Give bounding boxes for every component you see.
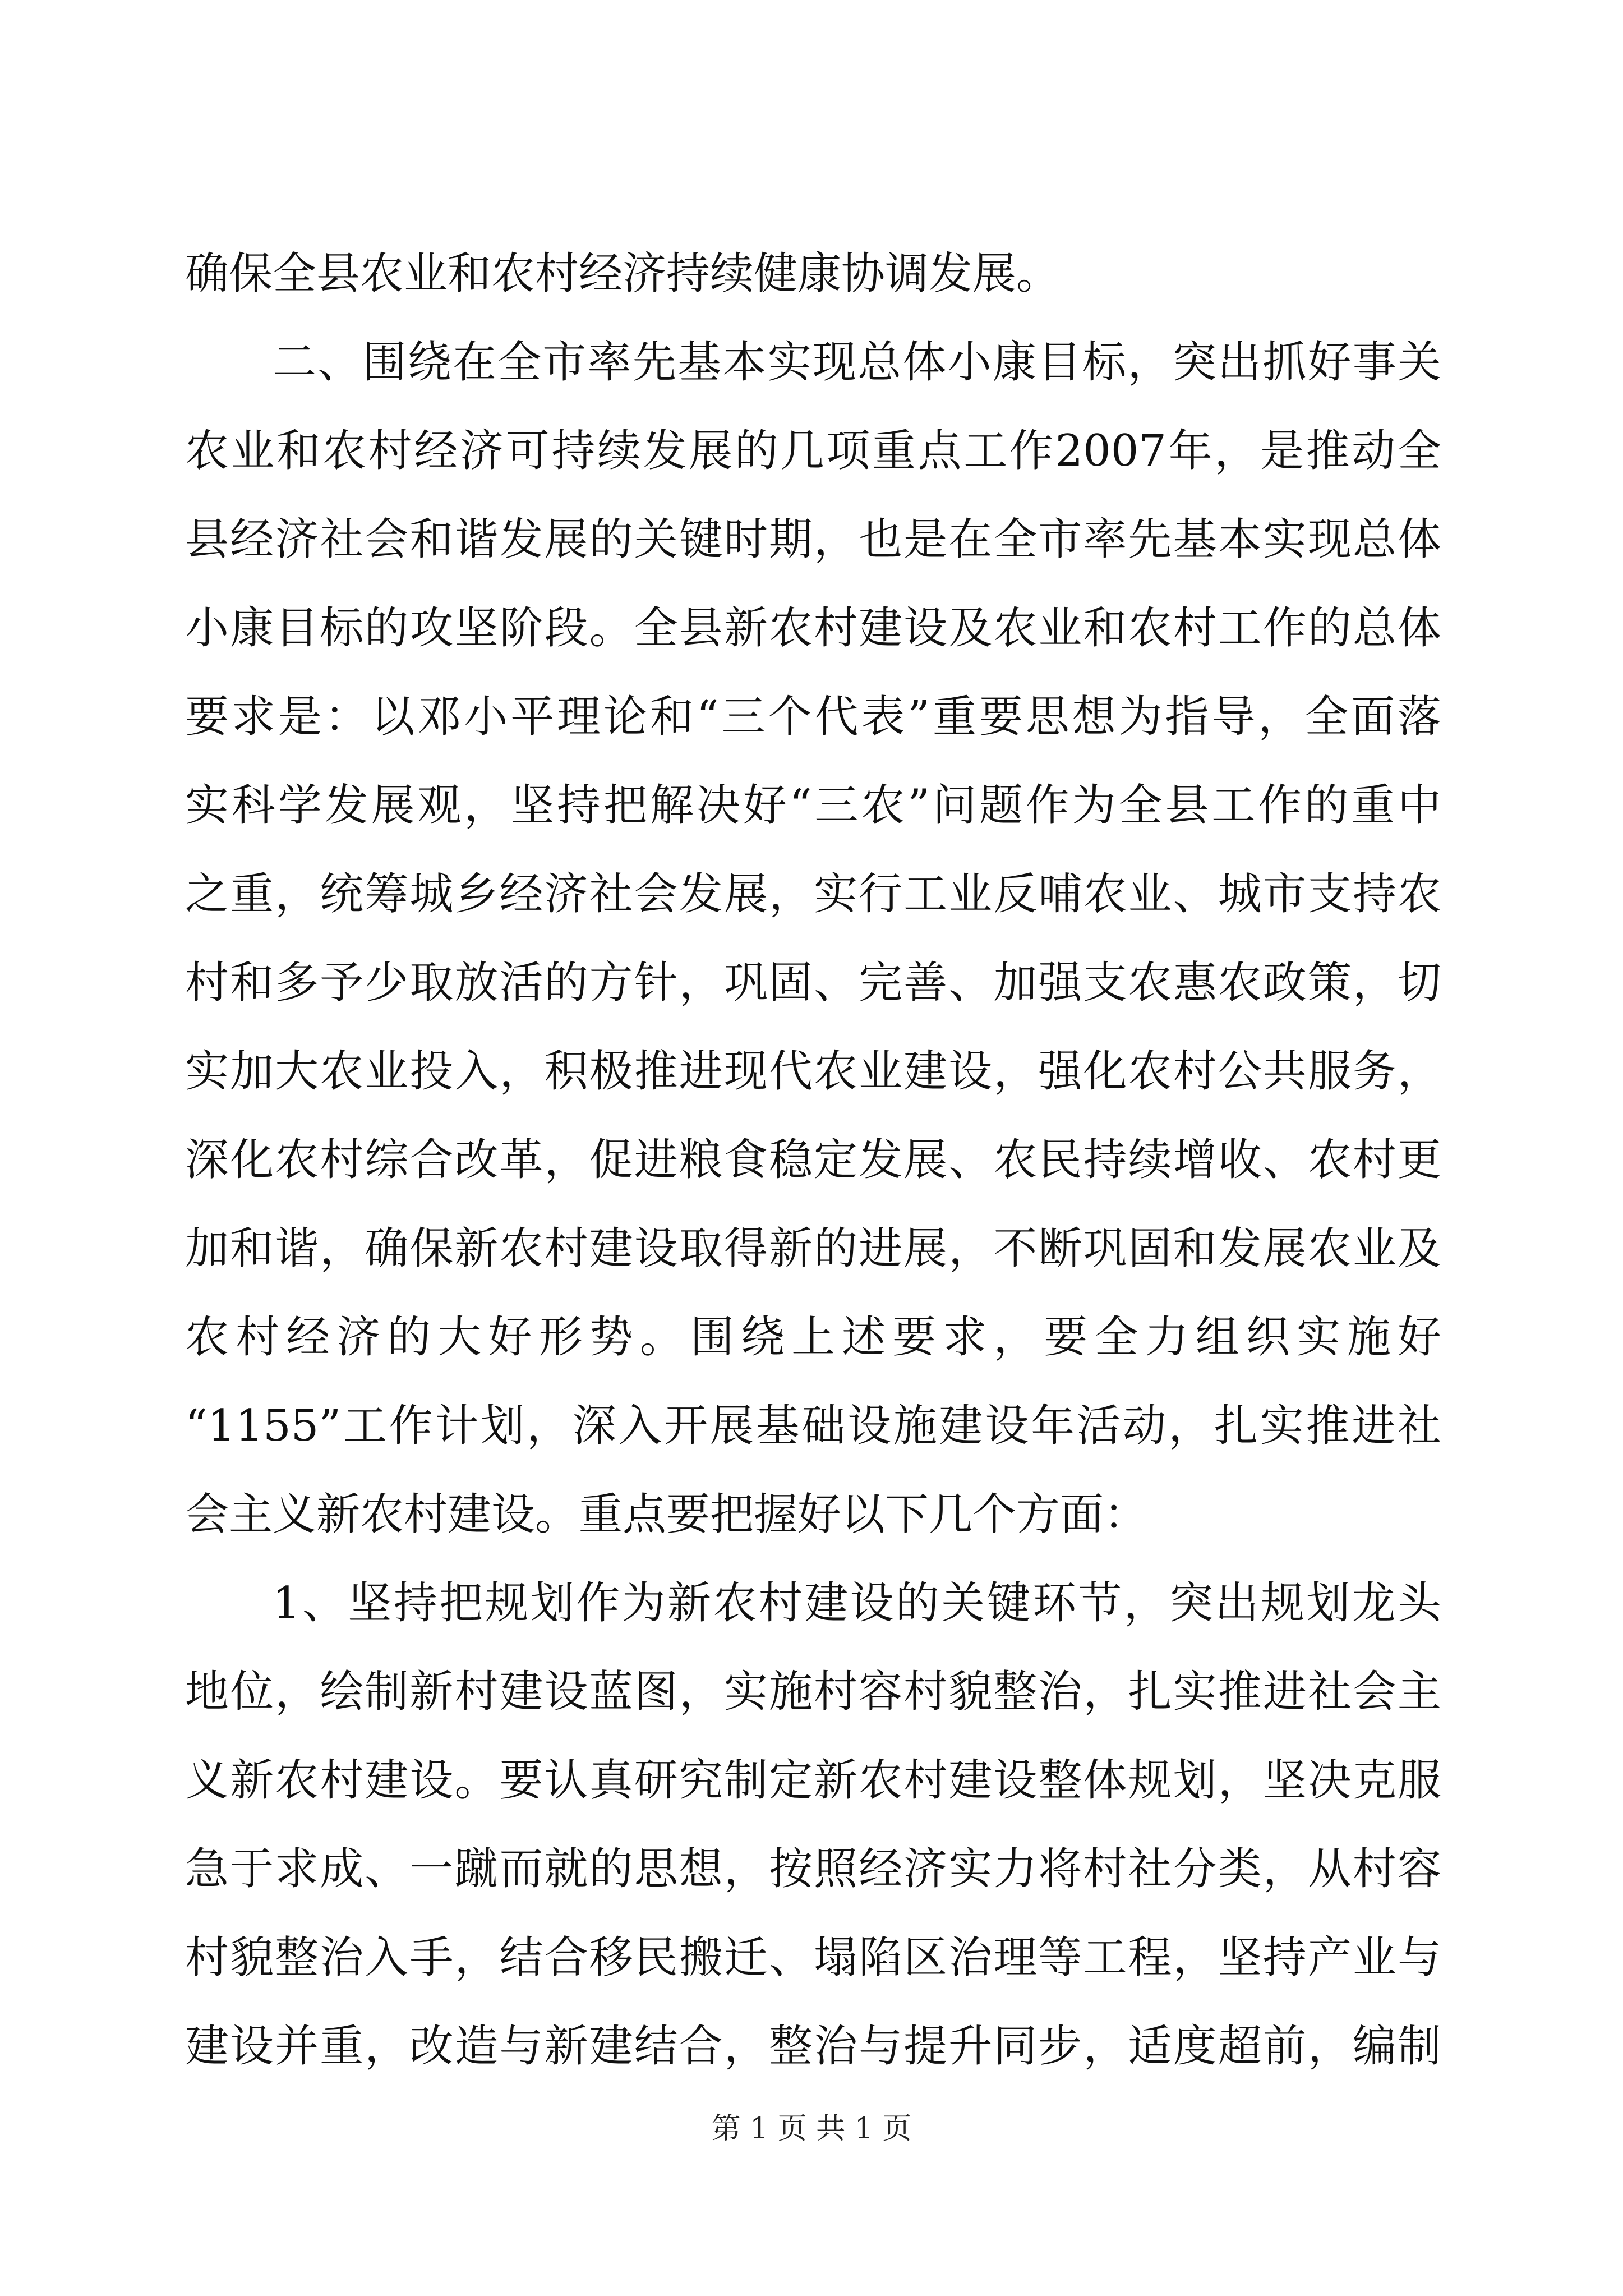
text-line-2: 二、围绕在全市率先基本实现总体小康目标，突出抓好事关 [273,337,1441,388]
text-line-15: 会主义新农村建设。重点要把握好以下几个方面： [185,1489,1148,1540]
text-line-9: 村和多予少取放活的方针，巩固、完善、加强支农惠农政策，切 [185,958,1441,1008]
text-line-6: 要求是：以邓小平理论和“三个代表”重要思想为指导，全面落 [185,692,1441,742]
page-footer: 第 1 页 共 1 页 [711,2112,912,2146]
text-line-5: 小康目标的攻坚阶段。全县新农村建设及农业和农村工作的总体 [185,603,1441,654]
text-line-16: 1、坚持把规划作为新农村建设的关键环节，突出规划龙头 [273,1578,1441,1628]
text-line-12: 加和谐，确保新农村建设取得新的进展，不断巩固和发展农业及 [185,1223,1441,1274]
text-line-21: 建设并重，改造与新建结合，整治与提升同步，适度超前，编制 [185,2021,1441,2072]
text-line-11: 深化农村综合改革，促进粮食稳定发展、农民持续增收、农村更 [185,1135,1441,1185]
text-line-13: 农村经济的大好形势。围绕上述要求，要全力组织实施好 [185,1312,1441,1363]
text-line-18: 义新农村建设。要认真研究制定新农村建设整体规划，坚决克服 [185,1755,1441,1806]
text-line-1: 确保全县农业和农村经济持续健康协调发展。 [185,249,1061,299]
text-line-20: 村貌整治入手，结合移民搬迁、塌陷区治理等工程，坚持产业与 [185,1932,1441,1983]
text-line-8: 之重，统筹城乡经济社会发展，实行工业反哺农业、城市支持农 [185,869,1441,919]
text-line-4: 县经济社会和谐发展的关键时期，也是在全市率先基本实现总体 [185,514,1441,565]
text-line-19: 急于求成、一蹴而就的思想，按照经济实力将村社分类，从村容 [185,1844,1441,1894]
text-line-7: 实科学发展观，坚持把解决好“三农”问题作为全县工作的重中 [185,780,1441,831]
text-line-3: 农业和农村经济可持续发展的几项重点工作2007年，是推动全 [185,426,1441,476]
text-line-14: “1155”工作计划，深入开展基础设施建设年活动，扎实推进社 [185,1401,1441,1451]
text-line-10: 实加大农业投入，积极推进现代农业建设，强化农村公共服务， [185,1046,1441,1097]
text-line-17: 地位，绘制新村建设蓝图，实施村容村貌整治，扎实推进社会主 [185,1667,1441,1717]
